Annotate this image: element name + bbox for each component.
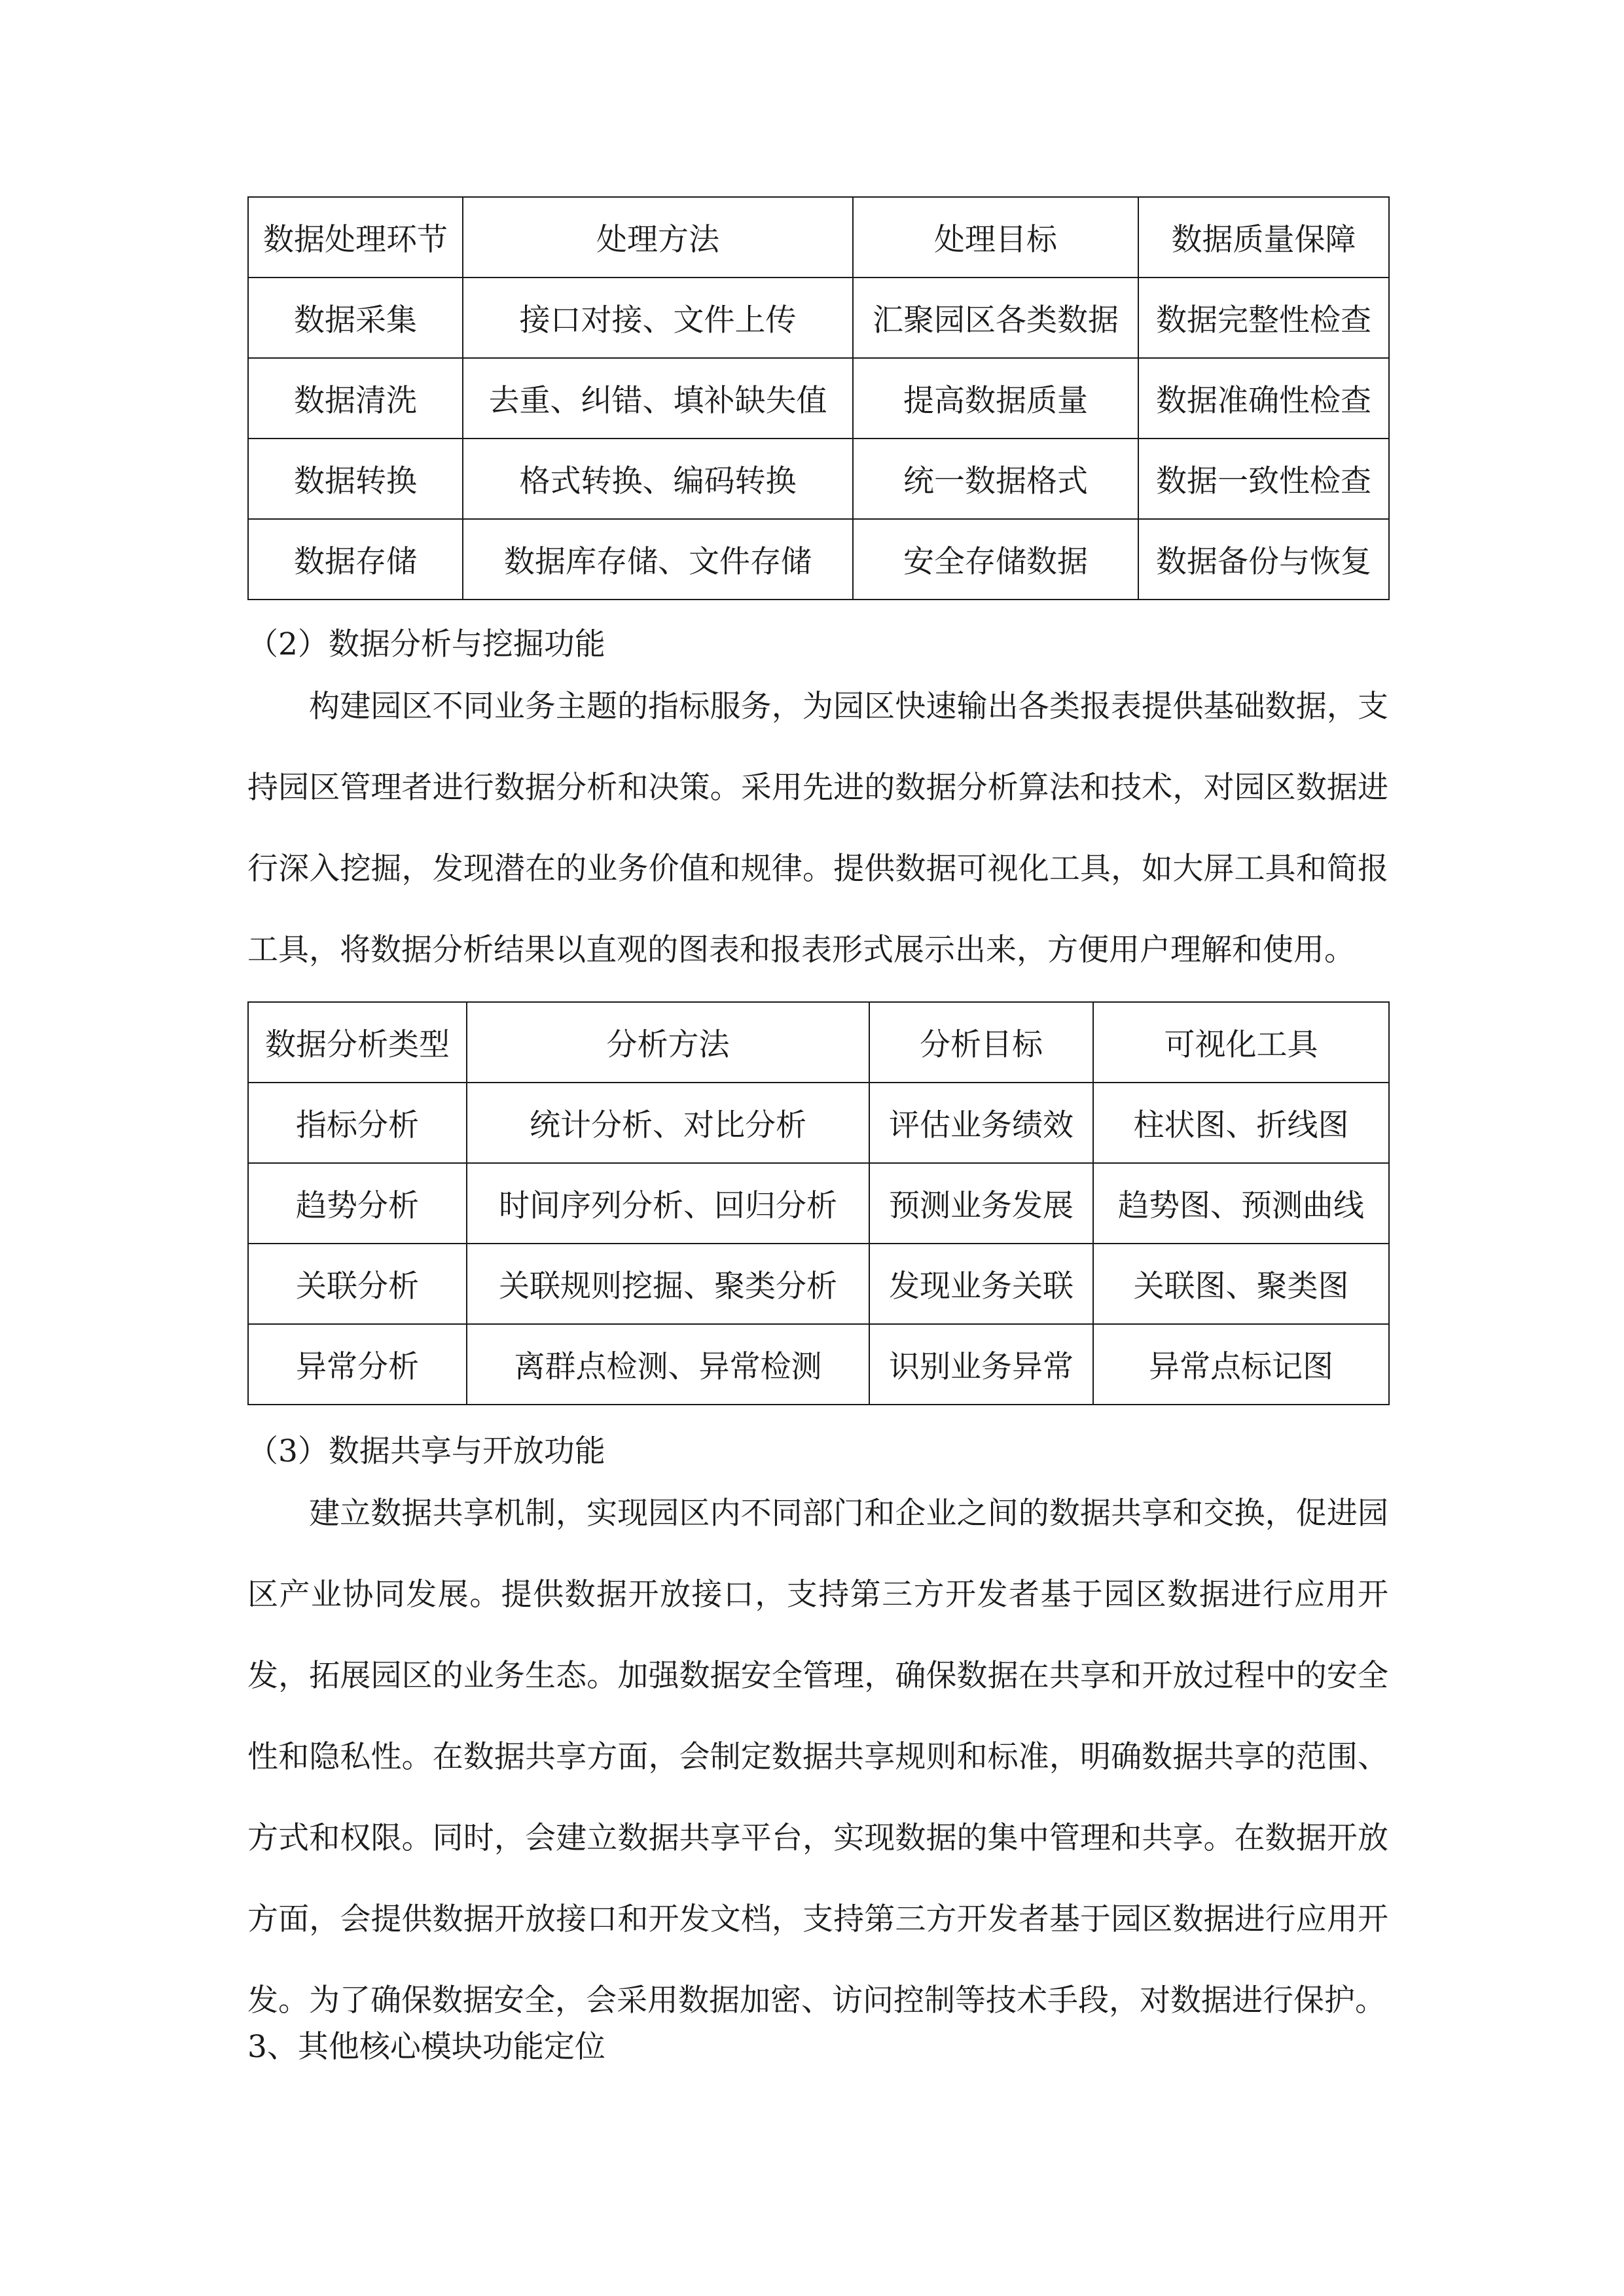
- table-cell: 异常点标记图: [1093, 1324, 1389, 1405]
- table-cell: 关联图、聚类图: [1093, 1244, 1389, 1324]
- table-header-row: [248, 197, 1389, 278]
- table-header-cell: 可视化工具: [1093, 1002, 1389, 1083]
- table-row: [248, 358, 1389, 439]
- data-analysis-table: [247, 1001, 1390, 1405]
- table-cell: 评估业务绩效: [869, 1083, 1093, 1163]
- table-row: [248, 278, 1389, 358]
- table-cell: 数据完整性检查: [1138, 278, 1389, 358]
- table-cell: 去重、纠错、填补缺失值: [463, 358, 853, 439]
- table-header-cell: 分析方法: [467, 1002, 869, 1083]
- table-cell: 安全存储数据: [853, 519, 1138, 600]
- table-row: [248, 1083, 1389, 1163]
- table-cell: 格式转换、编码转换: [463, 439, 853, 519]
- section-paragraph-data-sharing: 建立数据共享机制，实现园区内不同部门和企业之间的数据共享和交换，促进园区产业协同发展。提供数据开放接口，支持第三方开发者基于园区数据进行应用开发，拓展园区的业务生态。加强数据安全管理，确保数据在共享和开放过程中的安全性和隐私性。在数据共享方面，会制定数据共享规则和标准，明确数据共享的范围、方式和权限。同时，会建立数据共享平台，实现数据的集中管理和共享。在数据开放方面，会提供数据开放接口和开发文档，支持第三方开发者基于园区数据进行应用开发。为了确保数据安全，会采用数据加密、访问控制等技术手段，对数据进行保护。: [247, 1496, 1388, 2018]
- table-header-cell: 处理方法: [463, 197, 853, 278]
- section-heading-data-analysis: （2）数据分析与挖掘功能: [247, 626, 605, 662]
- table-cell: 统一数据格式: [853, 439, 1138, 519]
- table-cell: 关联分析: [248, 1244, 467, 1324]
- table-cell: 关联规则挖掘、聚类分析: [467, 1244, 869, 1324]
- table-header-row: [248, 1002, 1389, 1083]
- table-cell: 数据一致性检查: [1138, 439, 1389, 519]
- table-cell: 提高数据质量: [853, 358, 1138, 439]
- table-header-cell: 数据分析类型: [248, 1002, 467, 1083]
- table-cell: 数据备份与恢复: [1138, 519, 1389, 600]
- table-cell: 预测业务发展: [869, 1163, 1093, 1244]
- table-header-cell: 处理目标: [853, 197, 1138, 278]
- table-cell: 指标分析: [248, 1083, 467, 1163]
- table-cell: 识别业务异常: [869, 1324, 1093, 1405]
- table-cell: 趋势图、预测曲线: [1093, 1163, 1389, 1244]
- table-cell: 统计分析、对比分析: [467, 1083, 869, 1163]
- table-cell: 数据库存储、文件存储: [463, 519, 853, 600]
- table-cell: 发现业务关联: [869, 1244, 1093, 1324]
- table-cell: 异常分析: [248, 1324, 467, 1405]
- table-cell: 数据存储: [248, 519, 463, 600]
- table-cell: 数据清洗: [248, 358, 463, 439]
- table-cell: 离群点检测、异常检测: [467, 1324, 869, 1405]
- section-paragraph-data-analysis: 构建园区不同业务主题的指标服务，为园区快速输出各类报表提供基础数据，支持园区管理者进行数据分析和决策。采用先进的数据分析算法和技术，对园区数据进行深入挖掘，发现潜在的业务价值和规律。提供数据可视化工具，如大屏工具和简报工具，将数据分析结果以直观的图表和报表形式展示出来，方便用户理解和使用。: [247, 689, 1388, 968]
- table-row: [248, 439, 1389, 519]
- table-row: [248, 1324, 1389, 1405]
- section-heading-data-sharing: （3）数据共享与开放功能: [247, 1433, 605, 1469]
- table-row: [248, 519, 1389, 600]
- table-row: [248, 1163, 1389, 1244]
- table-cell: 时间序列分析、回归分析: [467, 1163, 869, 1244]
- table-cell: 数据采集: [248, 278, 463, 358]
- table-cell: 接口对接、文件上传: [463, 278, 853, 358]
- data-processing-table: [247, 196, 1390, 600]
- table-cell: 数据准确性检查: [1138, 358, 1389, 439]
- table-row: [248, 1244, 1389, 1324]
- table-cell: 趋势分析: [248, 1163, 467, 1244]
- table-cell: 汇聚园区各类数据: [853, 278, 1138, 358]
- table-header-cell: 数据质量保障: [1138, 197, 1389, 278]
- table-header-cell: 分析目标: [869, 1002, 1093, 1083]
- table-cell: 数据转换: [248, 439, 463, 519]
- table-cell: 柱状图、折线图: [1093, 1083, 1389, 1163]
- section-heading-core-modules: 3、其他核心模块功能定位: [247, 2029, 605, 2065]
- table-header-cell: 数据处理环节: [248, 197, 463, 278]
